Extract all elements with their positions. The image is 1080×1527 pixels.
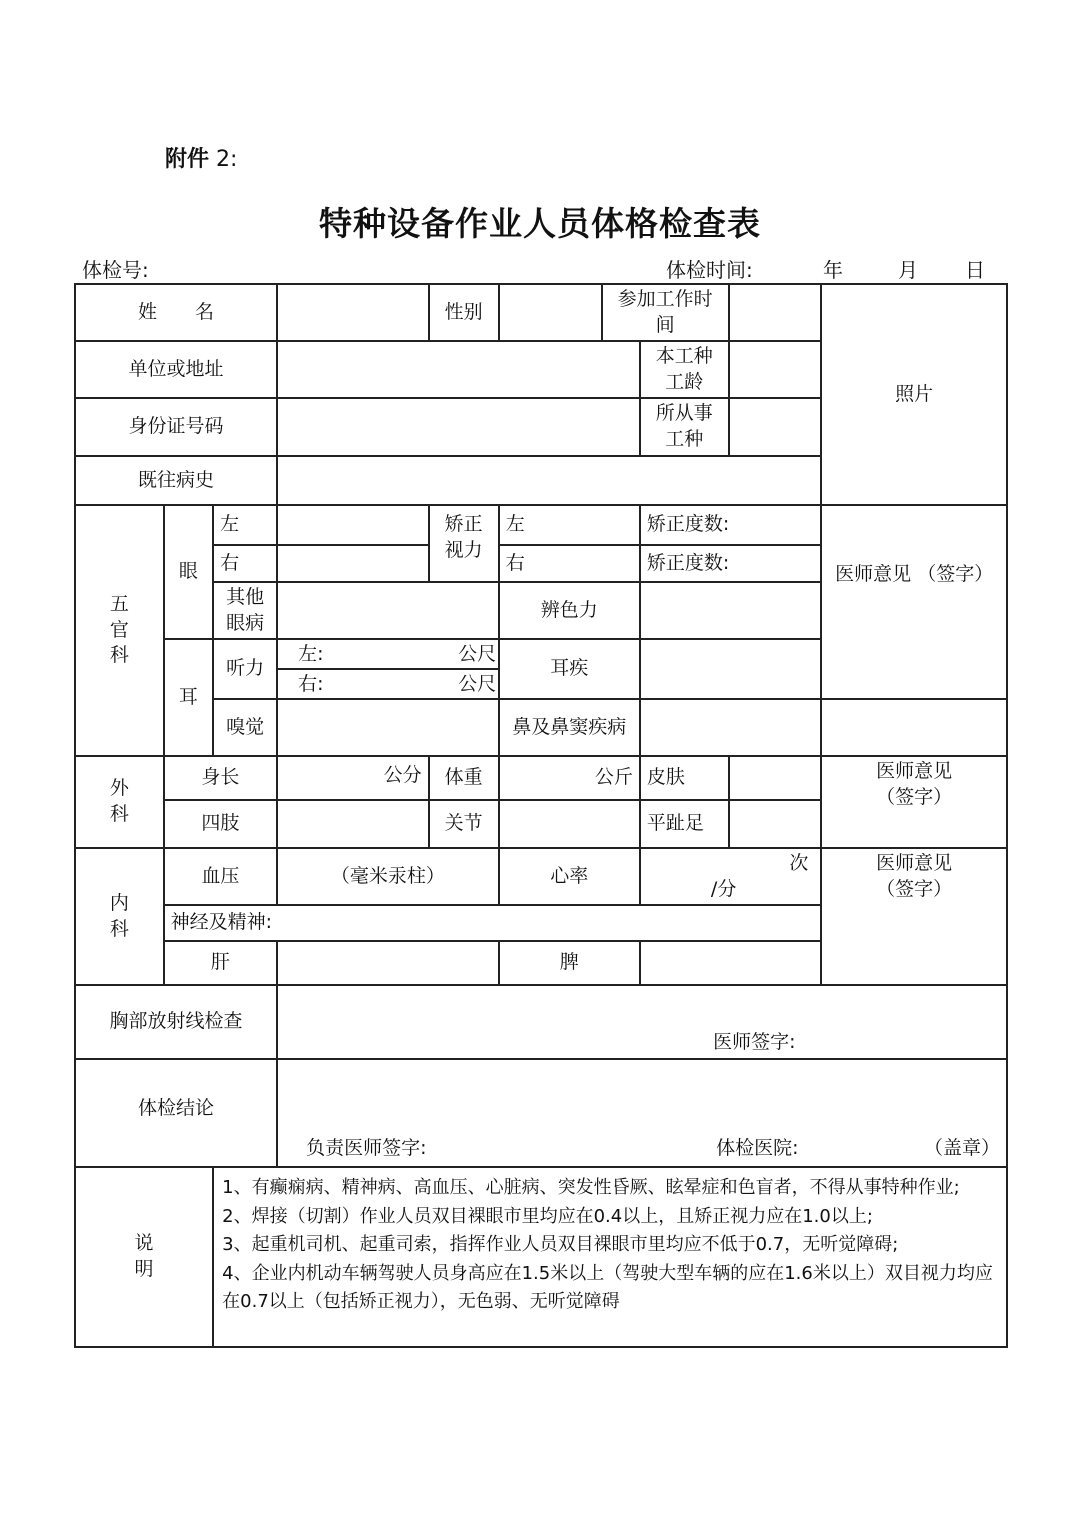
- other-eye-label: 其他眼病: [213, 582, 277, 639]
- hearing-field[interactable]: [277, 639, 499, 699]
- id-label: 身份证号码: [75, 398, 277, 456]
- exam-time-label: 体检时间:: [666, 258, 753, 282]
- surgery-section-label: 外科: [75, 756, 164, 848]
- eye-label: 眼: [164, 505, 213, 639]
- smell-field[interactable]: [277, 699, 499, 756]
- corrected-right-label: 右: [499, 545, 640, 582]
- exam-number-label: 体检号:: [82, 258, 149, 282]
- surgery-opinion[interactable]: 医师意见 （签字）: [821, 756, 1007, 848]
- spleen-label: 脾: [499, 941, 640, 985]
- notes-label: 说明: [75, 1167, 213, 1347]
- meter-unit-1: 公尺: [458, 643, 497, 665]
- page-title: 特种设备作业人员体格检查表: [319, 204, 761, 243]
- ent-opinion-field[interactable]: [821, 699, 1007, 756]
- weight-label: 体重: [429, 756, 499, 800]
- unit-label: 单位或地址: [75, 341, 277, 398]
- name-label: 姓 名: [75, 284, 277, 341]
- note-item: 2、焊接（切割）作业人员双目裸眼市里均应在0.4以上，且矫正视力应在1.0以上;: [222, 1205, 873, 1227]
- eye-left-label: 左: [213, 505, 277, 545]
- mmhg-unit: （毫米汞柱）: [330, 864, 445, 887]
- kg-unit: 公斤: [594, 766, 633, 789]
- color-vision-label: 辨色力: [499, 582, 640, 639]
- year-label: 年: [823, 258, 843, 282]
- times-unit: 次: [789, 851, 809, 874]
- nose-field[interactable]: [640, 699, 821, 756]
- hearing-label: 听力: [213, 639, 277, 699]
- skin-field[interactable]: [729, 756, 822, 800]
- internal-opinion[interactable]: 医师意见 （签字）: [821, 848, 1007, 985]
- hearing-right-label: 右:: [298, 673, 324, 695]
- xray-label: 胸部放射线检查: [75, 985, 277, 1059]
- degree-left-label: 矫正度数:: [640, 505, 821, 545]
- limbs-field[interactable]: [277, 800, 429, 848]
- limbs-label: 四肢: [164, 800, 277, 848]
- hearing-left-label: 左:: [298, 643, 324, 665]
- spleen-field[interactable]: [640, 941, 821, 985]
- smell-label: 嗅觉: [213, 699, 277, 756]
- photo-box: 照片: [821, 284, 1007, 505]
- color-vision-field[interactable]: [640, 582, 821, 639]
- per-min-unit: /分: [710, 877, 737, 900]
- note-item: 3、起重机司机、起重司索，指挥作业人员双目裸眼市里均应不低于0.7，无听觉障碍;: [222, 1234, 899, 1255]
- history-label: 既往病史: [75, 456, 277, 505]
- note-item: 4、企业内机动车辆驾驶人员身高应在1.5米以上（驾驶大型车辆的应在1.6米以上）双目视力均应在0.7以上（包括矫正视力），无色弱、无听觉障碍: [222, 1262, 993, 1312]
- joints-label: 关节: [429, 800, 499, 848]
- eye-right-field[interactable]: [277, 545, 429, 582]
- gender-field[interactable]: [499, 284, 602, 341]
- other-eye-field[interactable]: [277, 582, 499, 639]
- flatfoot-field[interactable]: [729, 800, 822, 848]
- hospital-label: 体检医院:: [716, 1137, 799, 1159]
- name-field[interactable]: [277, 284, 429, 341]
- ent-opinion-label: 医师意见 （签字）: [821, 505, 1007, 699]
- skin-label: 皮肤: [640, 756, 729, 800]
- month-label: 月: [898, 258, 918, 282]
- xray-sign-label: 医师签字:: [713, 1031, 796, 1054]
- corrected-vision-label: 矫正视力: [429, 505, 499, 582]
- id-field[interactable]: [277, 398, 640, 456]
- flatfoot-label: 平趾足: [640, 800, 729, 848]
- eye-left-field[interactable]: [277, 505, 429, 545]
- height-label: 身长: [164, 756, 277, 800]
- work-age-field[interactable]: [729, 341, 822, 398]
- seal-label: （盖章）: [923, 1137, 1000, 1159]
- conclusion-label: 体检结论: [75, 1059, 277, 1167]
- liver-label: 肝: [164, 941, 277, 985]
- corrected-left-label: 左: [499, 505, 640, 545]
- hr-label: 心率: [499, 848, 640, 905]
- bp-label: 血压: [164, 848, 277, 905]
- work-age-label: 本工种工龄: [640, 341, 729, 398]
- liver-field[interactable]: [277, 941, 499, 985]
- job-label: 所从事工种: [640, 398, 729, 456]
- height-field[interactable]: [277, 756, 429, 800]
- unit-field[interactable]: [277, 341, 640, 398]
- nose-label: 鼻及鼻窦疾病: [499, 699, 640, 756]
- health-check-form: [74, 283, 1008, 1348]
- cm-unit: 公分: [383, 764, 422, 786]
- history-field[interactable]: [277, 456, 821, 505]
- meter-unit-2: 公尺: [458, 673, 497, 695]
- neuro-label: 神经及精神:: [170, 911, 273, 934]
- notes-content: [213, 1167, 1007, 1347]
- note-item: 1、有癫痫病、精神病、高血压、心脏病、突发性昏厥、眩晕症和色盲者，不得从事特种作业;: [222, 1177, 960, 1198]
- ear-disease-field[interactable]: [640, 639, 821, 699]
- gender-label: 性别: [429, 284, 499, 341]
- job-field[interactable]: [729, 398, 822, 456]
- internal-section-label: 内科: [75, 848, 164, 985]
- day-label: 日: [965, 258, 985, 282]
- hr-field[interactable]: [640, 848, 821, 905]
- ear-label: 耳: [164, 639, 213, 756]
- bp-field[interactable]: [277, 848, 499, 905]
- joints-field[interactable]: [499, 800, 640, 848]
- doctor-sign-label: 负责医师签字:: [306, 1137, 427, 1159]
- eye-right-label: 右: [213, 545, 277, 582]
- ear-disease-label: 耳疾: [499, 639, 640, 699]
- neuro-field[interactable]: [164, 905, 822, 941]
- work-start-label: 参加工作时间: [602, 284, 729, 341]
- attachment-label: 附件 2:: [165, 147, 238, 172]
- ent-section-label: 五官科: [75, 505, 164, 756]
- work-start-field[interactable]: [729, 284, 822, 341]
- conclusion-field[interactable]: [277, 1059, 1007, 1167]
- degree-right-label: 矫正度数:: [640, 545, 821, 582]
- xray-field[interactable]: [277, 985, 1007, 1059]
- weight-field[interactable]: [499, 756, 640, 800]
